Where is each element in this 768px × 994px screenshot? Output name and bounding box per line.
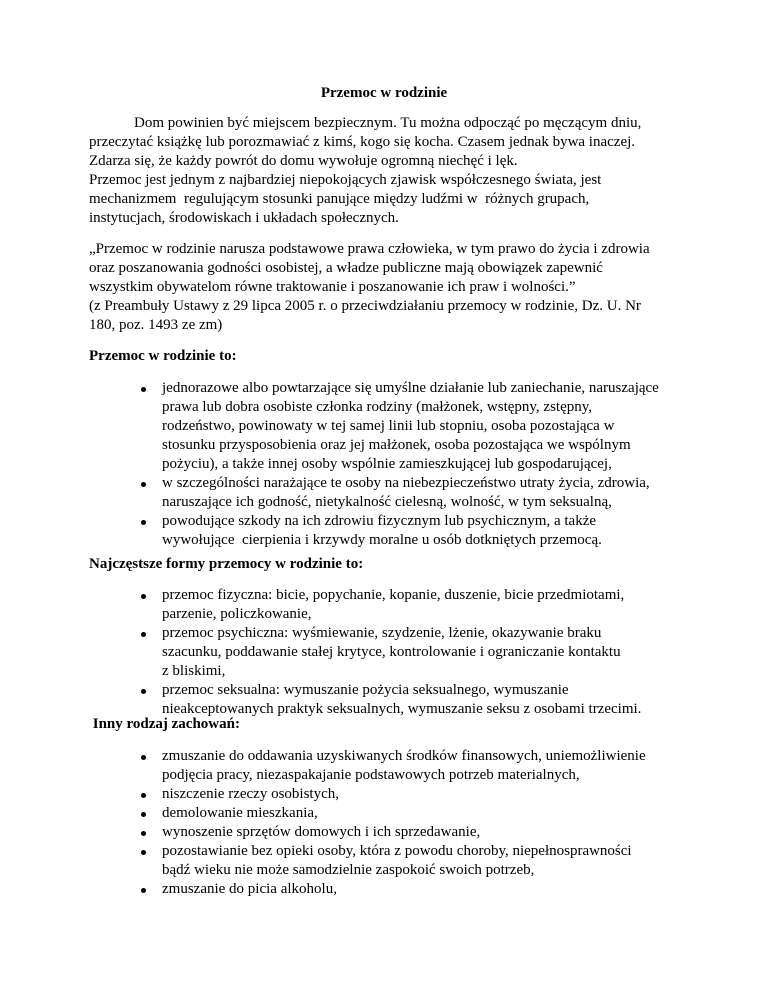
bullet-icon	[141, 793, 146, 798]
list-item: przemoc psychiczna: wyśmiewanie, szydzenie, lżenie, okazywanie braku szacunku, poddawanie stałej krytyce, kontrolowanie i ograniczanie kontaktu z bliskimi,	[0, 624, 768, 681]
bullet-icon	[141, 812, 146, 817]
bullet-icon	[141, 594, 146, 599]
list-item: zmuszanie do oddawania uzyskiwanych środków finansowych, uniemożliwienie podjęcia pracy, niezaspakajanie podstawowych potrzeb materialnych,	[0, 747, 768, 785]
quote-paragraph	[89, 240, 689, 335]
quote-line: oraz poszanowania godności osobistej, a władze publiczne mają obowiązek zapewnić	[89, 260, 603, 276]
bullet-icon	[141, 689, 146, 694]
intro-line: przeczytać książkę lub porozmawiać z kimś, kogo się kocha. Czasem jednak bywa inaczej.	[89, 134, 636, 150]
intro-line: Zdarza się, że każdy powrót do domu wywołuje ogromną niechęć i lęk.	[89, 153, 518, 169]
quote-line: (z Preambuły Ustawy z 29 lipca 2005 r. o przeciwdziałaniu przemocy w rodzinie, Dz. U. Nr	[89, 298, 641, 314]
list-item: pozostawianie bez opieki osoby, która z powodu choroby, niepełnosprawności bądź wieku nie może samodzielnie zaspokoić swoich potrzeb,	[0, 842, 768, 880]
list-item: zmuszanie do picia alkoholu,	[0, 880, 768, 899]
intro-line: instytucjach, środowiskach i układach społecznych.	[89, 210, 399, 226]
list-item: powodujące szkody na ich zdrowiu fizycznym lub psychicznym, a także wywołujące cierpienia i krzywdy moralne u osób dotkniętych przemocą.	[0, 512, 768, 550]
intro-line: Przemoc jest jednym z najbardziej niepokojących zjawisk współczesnego świata, jest	[89, 172, 602, 188]
bullet-icon	[141, 755, 146, 760]
intro-paragraph	[89, 114, 689, 228]
bullet-icon	[141, 850, 146, 855]
bullet-icon	[141, 482, 146, 487]
quote-line: „Przemoc w rodzinie narusza podstawowe prawa człowieka, w tym prawo do życia i zdrowia	[89, 241, 650, 257]
section-heading: Inny rodzaj zachowań:	[89, 716, 240, 732]
list-item: jednorazowe albo powtarzające się umyślne działanie lub zaniechanie, naruszające prawa lub dobra osobiste członka rodziny (małżonek, wstępny, zstępny, rodzeństwo, powinowaty w tej samej linii lub stopniu, osoba pozostająca w stosunku przysposobienia oraz jej małżonek, osoba pozostająca we wspólnym pożyciu), a także innej osoby wspólnie zamieszkującej lub gospodarującej,	[0, 379, 768, 474]
list-item: przemoc seksualna: wymuszanie pożycia seksualnego, wymuszanie nieakceptowanych praktyk seksualnych, wymuszanie seksu z osobami trzecimi.	[0, 681, 768, 719]
bullet-icon	[141, 831, 146, 836]
bullet-icon	[141, 888, 146, 893]
intro-line: mechanizmem regulującym stosunki panujące między ludźmi w różnych grupach,	[89, 191, 590, 207]
bullet-icon	[141, 520, 146, 525]
list-item: wynoszenie sprzętów domowych i ich sprzedawanie,	[0, 823, 768, 842]
quote-line: wszystkim obywatelom równe traktowanie i poszanowanie ich praw i wolności.”	[89, 279, 576, 295]
bullet-icon	[141, 632, 146, 637]
bullet-icon	[141, 387, 146, 392]
list-item: niszczenie rzeczy osobistych,	[0, 785, 768, 804]
list-item: w szczególności narażające te osoby na niebezpieczeństwo utraty życia, zdrowia, naruszające ich godność, nietykalność cielesną, wolność, w tym seksualną,	[0, 474, 768, 512]
definition-list	[0, 379, 768, 550]
behaviour-list	[0, 747, 768, 899]
list-item: demolowanie mieszkania,	[0, 804, 768, 823]
intro-line: Dom powinien być miejscem bezpiecznym. Tu można odpocząć po męczącym dniu,	[89, 115, 642, 131]
section-heading: Przemoc w rodzinie to:	[89, 348, 237, 364]
quote-line: 180, poz. 1493 ze zm)	[89, 317, 223, 333]
section-heading: Najczęstsze formy przemocy w rodzinie to:	[89, 556, 364, 572]
list-item: przemoc fizyczna: bicie, popychanie, kopanie, duszenie, bicie przedmiotami, parzenie, policzkowanie,	[0, 586, 768, 624]
document-title: Przemoc w rodzinie	[320, 85, 448, 101]
forms-list	[0, 586, 768, 719]
